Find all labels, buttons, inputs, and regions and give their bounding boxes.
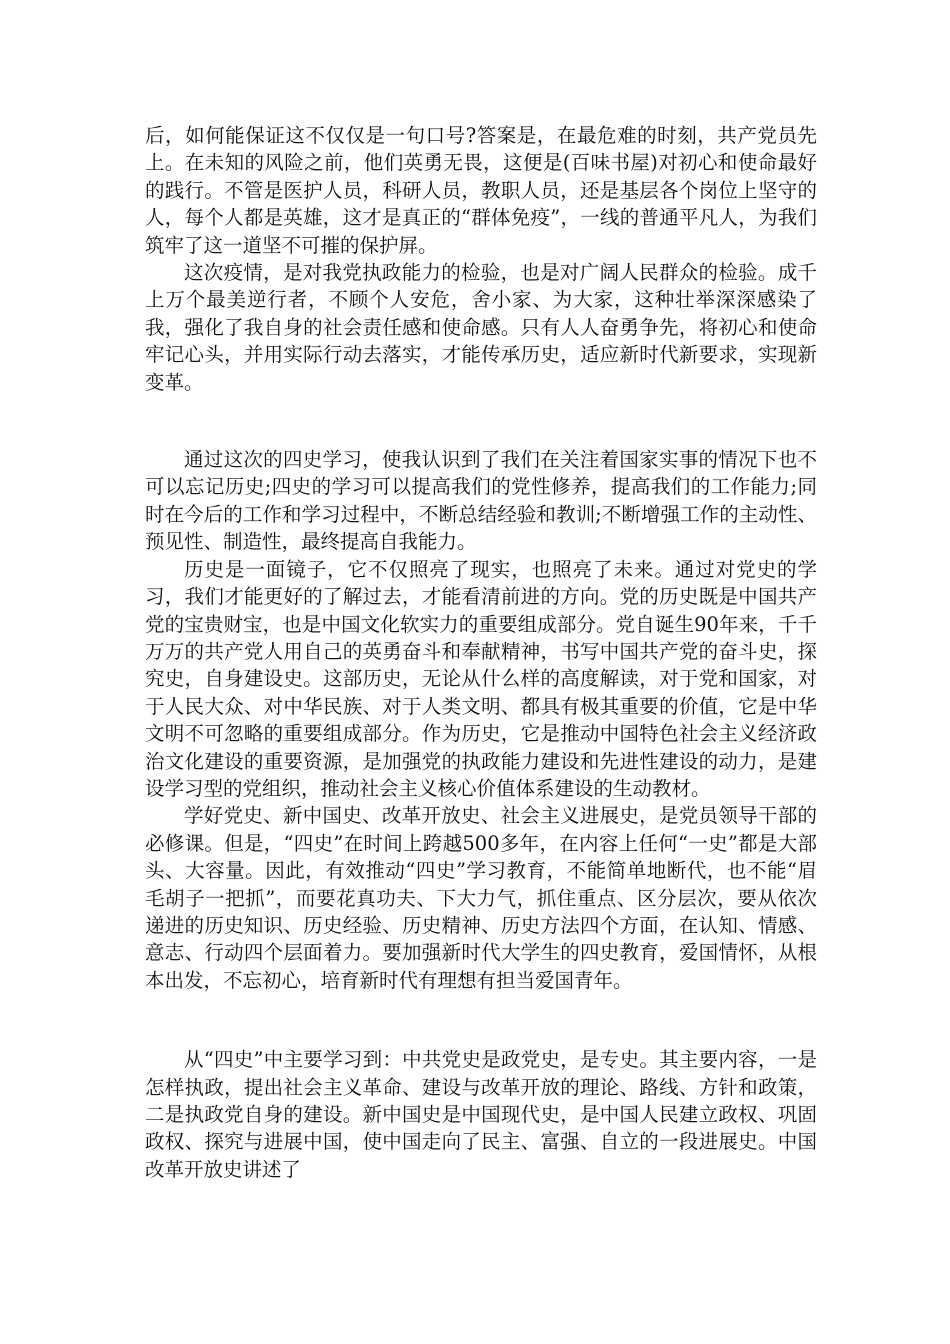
paragraph-required-course: 学好党史、新中国史、改革开放史、社会主义进展史，是党员领导干部的必修课。但是，“四史”在时间上跨越500多年，在内容上任何“一史”都是大部头、大容量。因此，有效推动“四史”学习教育，不能简单地断代，也不能“眉毛胡子一把抓”，而要花真功夫、下大力气，抓住重点、区分层次，要从依次递进的历史知识、历史经验、历史精神、历史方法四个方面，在认知、情感、意志、行动四个层面着力。要加强新时代大学生的四史教育，爱国情怀，从根本出发，不忘初心，培育新时代有理想有担当爱国青年。 xyxy=(145,804,817,992)
paragraph-main-learnings: 从“四史”中主要学习到：中共党史是政党史，是专史。其主要内容，一是怎样执政，提出社会主义革命、建设与改革开放的理论、路线、方针和政策，二是执政党自身的建设。新中国史是中国现代史，是中国人民建立政权、巩固政权、探究与进展中国，使中国走向了民主、富强、自立的一段进展史。中国改革开放史讲述了 xyxy=(145,1048,817,1181)
paragraph-continuation: 后，如何能保证这不仅仅是一句口号?答案是，在最危难的时刻，共产党员先上。在未知的风险之前，他们英勇无畏，这便是(百味书屋)对初心和使命最好的践行。不管是医护人员，科研人员，教职人员，还是基层各个岗位上坚守的人，每个人都是英雄，这才是真正的“群体免疫”，一线的普通平凡人，为我们筑牢了这一道坚不可摧的保护屏。 xyxy=(145,124,817,257)
section-divider xyxy=(145,994,817,1046)
paragraph-history-mirror: 历史是一面镜子，它不仅照亮了现实，也照亮了未来。通过对党史的学习，我们才能更好的了解过去，才能看清前进的方向。党的历史既是中国共产党的宝贵财宝，也是中国文化软实力的重要组成部分。党自诞生90年来，千千万万的共产党人用自己的英勇奋斗和奉献精神，书写中国共产党的奋斗史，探究史，自身建设史。这部历史，无论从什么样的高度解读，对于党和国家，对于人民大众、对中华民族、对于人类文明、都具有极其重要的价值，它是中华文明不可忽略的重要组成部分。作为历史，它是推动中国特色社会主义经济政治文化建设的重要资源，是加强党的执政能力建设和先进性建设的动力，是建设学习型的党组织，推动社会主义核心价值体系建设的生动教材。 xyxy=(145,557,817,800)
paragraph-four-histories-study: 通过这次的四史学习，使我认识到了我们在关注着国家实事的情况下也不可以忘记历史;四史的学习可以提高我们的党性修养，提高我们的工作能力;同时在今后的工作和学习过程中，不断总结经验和教训;不断增强工作的主动性、预见性、制造性，最终提高自我能力。 xyxy=(145,448,817,554)
paragraph-epidemic-test: 这次疫情，是对我党执政能力的检验，也是对广阔人民群众的检验。成千上万个最美逆行者，不顾个人安危，舍小家、为大家，这种壮举深深感染了我，强化了我自身的社会责任感和使命感。只有人人奋勇争先，将初心和使命牢记心头，并用实际行动去落实，才能传承历史，适应新时代新要求，实现新变革。 xyxy=(145,261,817,394)
section-divider xyxy=(145,396,817,446)
document-page xyxy=(145,122,817,1183)
